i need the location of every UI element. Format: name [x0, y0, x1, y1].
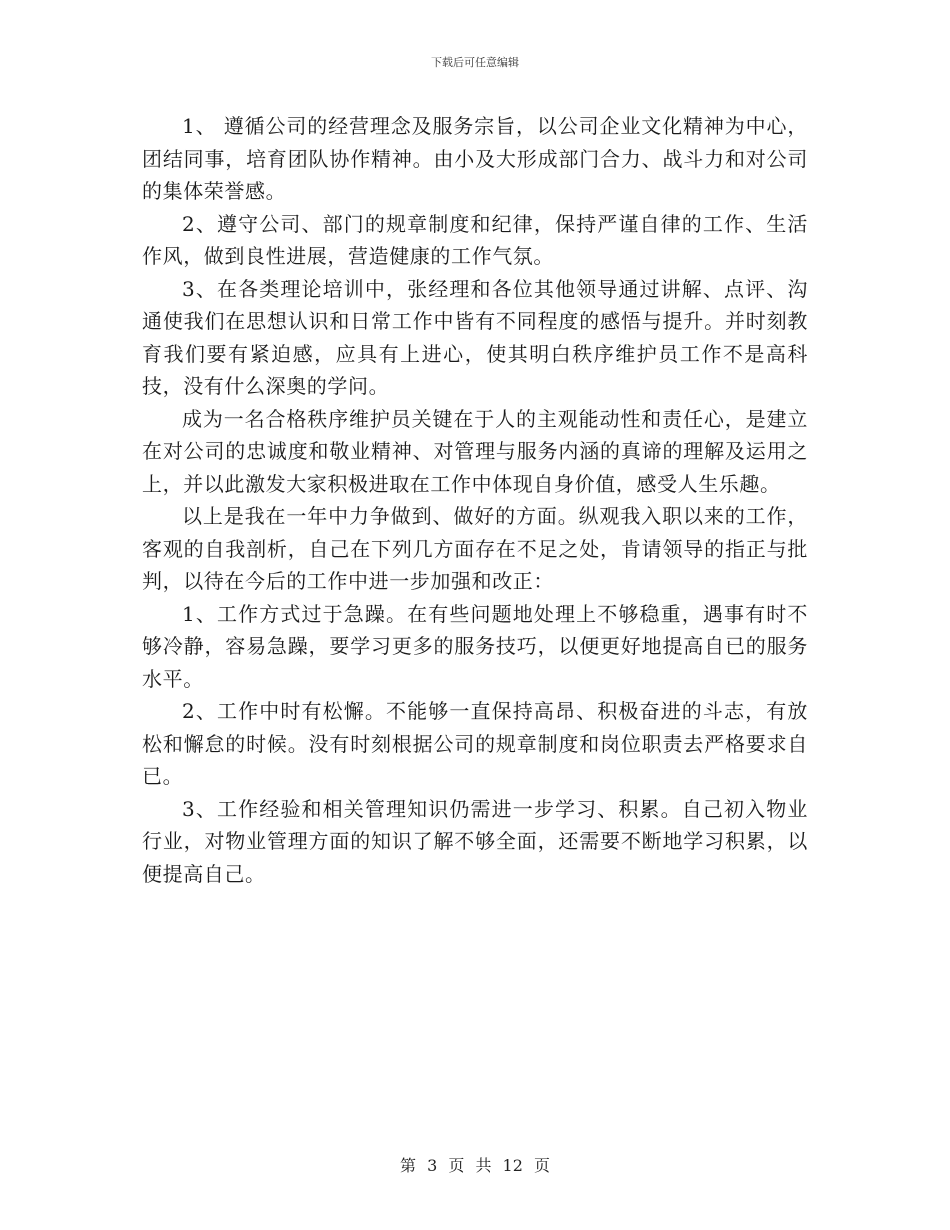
document-body: [142, 110, 808, 890]
page-footer: 第 3 页 共 12 页: [400, 1156, 550, 1175]
paragraph: 1、工作方式过于急躁。在有些问题地处理上不够稳重，遇事有时不够冷静，容易急躁，要学习更多的服务技巧，以便更好地提高自已的服务水平。: [142, 601, 808, 691]
paragraph: 以上是我在一年中力争做到、做好的方面。纵观我入职以来的工作，客观的自我剖析，自己在下列几方面存在不足之处，肯请领导的指正与批判，以待在今后的工作中进一步加强和改正：: [142, 504, 808, 593]
paragraph: 2、遵守公司、部门的规章制度和纪律，保持严谨自律的工作、生活作风，做到良性进展，营造健康的工作气氛。: [142, 211, 808, 268]
paragraph: 成为一名合格秩序维护员关键在于人的主观能动性和责任心，是建立在对公司的忠诚度和敬业精神、对管理与服务内涵的真谛的理解及运用之上，并以此激发大家积极进取在工作中体现自身价值，感受人生乐趣。: [142, 406, 808, 496]
paragraph: 2、工作中时有松懈。不能够一直保持高昂、积极奋进的斗志，有放松和懈怠的时候。没有时刻根据公司的规章制度和岗位职责去严格要求自已。: [142, 699, 808, 788]
paragraph: 1、 遵循公司的经营理念及服务宗旨，以公司企业文化精神为中心，团结同事，培育团队协作精神。由小及大形成部门合力、战斗力和对公司的集体荣誉感。: [142, 114, 808, 203]
paragraph: 3、工作经验和相关管理知识仍需进一步学习、积累。自己初入物业行业，对物业管理方面的知识了解不够全面，还需要不断地学习积累，以便提高自己。: [142, 796, 808, 886]
paragraph: 3、在各类理论培训中，张经理和各位其他领导通过讲解、点评、沟通使我们在思想认识和日常工作中皆有不同程度的感悟与提升。并时刻教育我们要有紧迫感，应具有上进心，使其明白秩序维护员工作不是高科技，没有什么深奥的学问。: [142, 276, 808, 398]
page-header: 下载后可任意编辑: [431, 56, 519, 69]
